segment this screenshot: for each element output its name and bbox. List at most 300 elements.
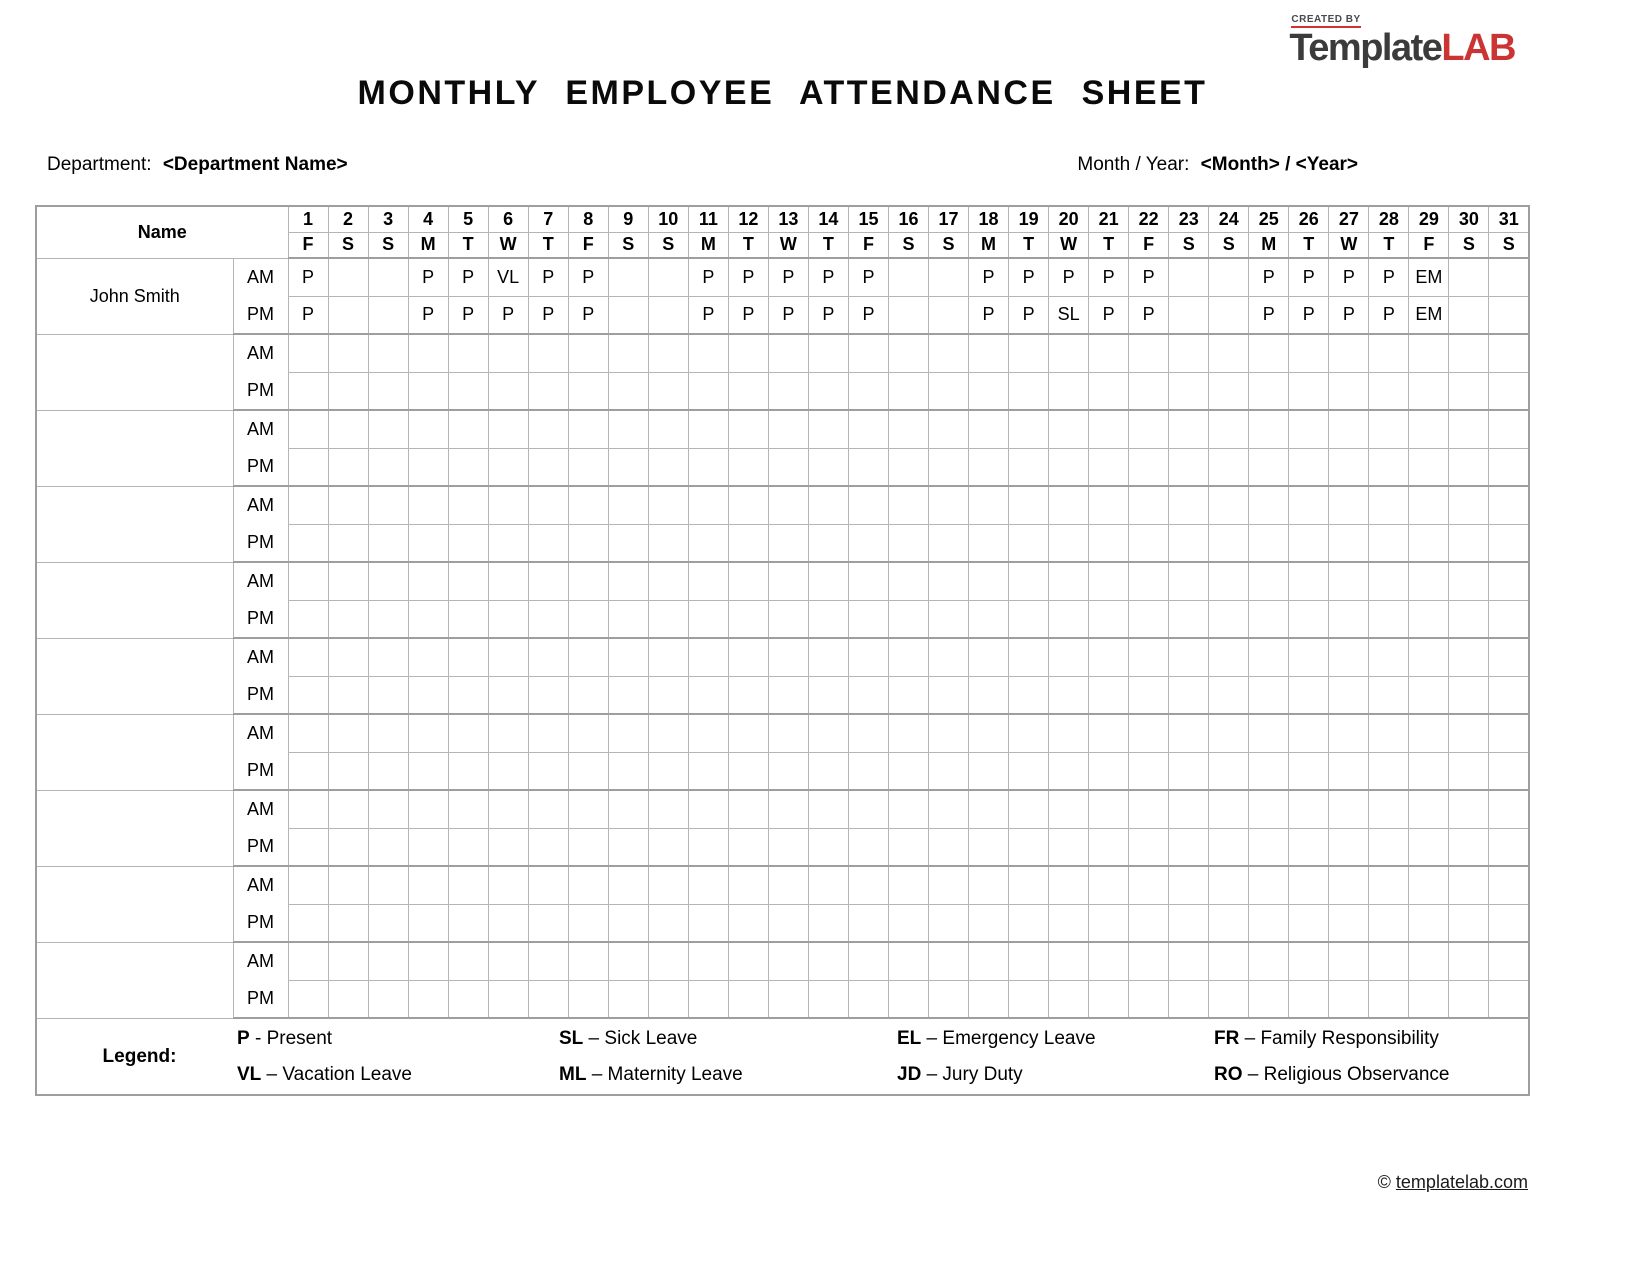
- attendance-cell-pm-day-20: [1049, 980, 1089, 1018]
- attendance-cell-am-day-10: [648, 334, 688, 372]
- attendance-cell-am-day-25: [1249, 638, 1289, 676]
- day-number-header-18: 18: [969, 206, 1009, 232]
- attendance-cell-pm-day-29: [1409, 980, 1449, 1018]
- attendance-cell-am-day-5: [448, 638, 488, 676]
- attendance-cell-pm-day-29: [1409, 752, 1449, 790]
- attendance-cell-pm-day-20: [1049, 904, 1089, 942]
- attendance-cell-am-day-8: [568, 410, 608, 448]
- attendance-cell-pm-day-22: [1129, 904, 1169, 942]
- attendance-cell-pm-day-28: [1369, 752, 1409, 790]
- attendance-cell-pm-day-25: [1249, 448, 1289, 486]
- attendance-cell-am-day-21: [1089, 410, 1129, 448]
- attendance-cell-pm-day-11: [688, 676, 728, 714]
- attendance-cell-pm-day-18: P: [969, 296, 1009, 334]
- attendance-cell-pm-day-15: [848, 372, 888, 410]
- attendance-cell-pm-day-8: P: [568, 296, 608, 334]
- attendance-cell-pm-day-26: [1289, 448, 1329, 486]
- attendance-cell-am-day-22: [1129, 714, 1169, 752]
- attendance-cell-am-day-2: [328, 334, 368, 372]
- attendance-cell-am-day-7: [528, 410, 568, 448]
- attendance-cell-pm-day-22: [1129, 448, 1169, 486]
- attendance-cell-am-day-30: [1449, 334, 1489, 372]
- attendance-cell-pm-day-7: [528, 980, 568, 1018]
- attendance-cell-am-day-13: [768, 714, 808, 752]
- attendance-cell-am-day-30: [1449, 410, 1489, 448]
- attendance-cell-am-day-31: [1489, 866, 1529, 904]
- attendance-cell-am-day-7: P: [528, 258, 568, 296]
- attendance-cell-am-day-15: [848, 942, 888, 980]
- attendance-cell-am-day-16: [888, 942, 928, 980]
- attendance-cell-am-day-22: [1129, 866, 1169, 904]
- attendance-cell-am-day-30: [1449, 638, 1489, 676]
- employee-6-pm-row: [36, 676, 1529, 714]
- attendance-cell-pm-day-5: [448, 448, 488, 486]
- day-number-header-17: 17: [929, 206, 969, 232]
- attendance-cell-pm-day-19: [1009, 524, 1049, 562]
- day-letter-header-18: M: [969, 232, 1009, 258]
- attendance-cell-pm-day-5: [448, 980, 488, 1018]
- attendance-cell-am-day-24: [1209, 562, 1249, 600]
- attendance-cell-pm-day-27: [1329, 980, 1369, 1018]
- attendance-cell-pm-day-27: P: [1329, 296, 1369, 334]
- day-letter-header-1: F: [288, 232, 328, 258]
- attendance-cell-am-day-18: [969, 486, 1009, 524]
- attendance-cell-pm-day-20: [1049, 448, 1089, 486]
- attendance-cell-am-day-21: [1089, 866, 1129, 904]
- attendance-cell-pm-day-24: [1209, 752, 1249, 790]
- attendance-cell-am-day-26: [1289, 562, 1329, 600]
- attendance-cell-am-day-15: [848, 562, 888, 600]
- day-number-header-30: 30: [1449, 206, 1489, 232]
- attendance-cell-am-day-18: [969, 410, 1009, 448]
- day-letter-header-31: S: [1489, 232, 1529, 258]
- attendance-cell-pm-day-19: [1009, 448, 1049, 486]
- attendance-cell-am-day-20: [1049, 714, 1089, 752]
- attendance-cell-am-day-19: [1009, 790, 1049, 828]
- attendance-cell-pm-day-13: [768, 676, 808, 714]
- attendance-cell-am-day-28: [1369, 562, 1409, 600]
- attendance-cell-am-day-24: [1209, 638, 1249, 676]
- attendance-cell-am-day-8: [568, 790, 608, 828]
- attendance-cell-pm-day-19: [1009, 372, 1049, 410]
- attendance-cell-pm-day-6: [488, 524, 528, 562]
- attendance-cell-pm-day-25: P: [1249, 296, 1289, 334]
- attendance-cell-am-day-19: [1009, 638, 1049, 676]
- attendance-cell-pm-day-28: [1369, 828, 1409, 866]
- attendance-cell-am-day-11: [688, 790, 728, 828]
- page-title: MONTHLY EMPLOYEE ATTENDANCE SHEET: [357, 74, 1208, 112]
- attendance-cell-pm-day-29: [1409, 904, 1449, 942]
- attendance-cell-am-day-22: [1129, 638, 1169, 676]
- attendance-cell-am-day-12: P: [728, 258, 768, 296]
- attendance-cell-am-day-8: [568, 638, 608, 676]
- attendance-cell-am-day-15: [848, 790, 888, 828]
- attendance-cell-pm-day-28: [1369, 676, 1409, 714]
- attendance-cell-am-day-9: [608, 334, 648, 372]
- attendance-cell-pm-day-1: [288, 448, 328, 486]
- attendance-cell-am-day-30: [1449, 790, 1489, 828]
- attendance-cell-am-day-18: [969, 790, 1009, 828]
- attendance-cell-pm-day-22: [1129, 600, 1169, 638]
- attendance-cell-am-day-11: [688, 334, 728, 372]
- attendance-cell-am-day-24: [1209, 410, 1249, 448]
- day-letter-header-23: S: [1169, 232, 1209, 258]
- templatelab-logo: [1289, 10, 1515, 67]
- attendance-cell-am-day-9: [608, 410, 648, 448]
- attendance-cell-pm-day-26: [1289, 372, 1329, 410]
- legend-entry-vl: VL – Vacation Leave: [237, 1064, 412, 1085]
- attendance-cell-am-day-14: [808, 866, 848, 904]
- attendance-cell-pm-day-3: [368, 372, 408, 410]
- attendance-cell-am-day-1: [288, 562, 328, 600]
- attendance-cell-pm-day-18: [969, 828, 1009, 866]
- attendance-cell-am-day-8: P: [568, 258, 608, 296]
- attendance-cell-am-day-4: [408, 334, 448, 372]
- attendance-cell-am-day-19: [1009, 714, 1049, 752]
- attendance-cell-pm-day-22: [1129, 752, 1169, 790]
- attendance-cell-pm-day-6: [488, 448, 528, 486]
- employee-1-am-row: [36, 258, 1529, 296]
- attendance-cell-am-day-17: [929, 638, 969, 676]
- attendance-cell-am-day-11: [688, 410, 728, 448]
- attendance-cell-pm-day-4: [408, 828, 448, 866]
- attendance-cell-pm-day-11: [688, 600, 728, 638]
- attendance-cell-pm-day-29: [1409, 448, 1449, 486]
- attendance-cell-pm-day-10: [648, 372, 688, 410]
- attendance-cell-pm-day-25: [1249, 676, 1289, 714]
- attendance-cell-pm-day-24: [1209, 980, 1249, 1018]
- attendance-cell-pm-day-11: [688, 372, 728, 410]
- attendance-cell-pm-day-27: [1329, 448, 1369, 486]
- attendance-cell-pm-day-14: [808, 600, 848, 638]
- brand-template-text: Template: [1289, 27, 1442, 69]
- attendance-cell-am-day-7: [528, 866, 568, 904]
- legend-code-ro: RO: [1214, 1064, 1243, 1085]
- attendance-cell-pm-day-4: [408, 524, 448, 562]
- attendance-cell-am-day-31: [1489, 790, 1529, 828]
- templatelab-link[interactable]: templatelab.com: [1395, 1172, 1528, 1192]
- attendance-cell-am-day-3: [368, 410, 408, 448]
- attendance-cell-am-day-7: [528, 714, 568, 752]
- attendance-cell-am-day-30: [1449, 258, 1489, 296]
- attendance-cell-pm-day-1: [288, 752, 328, 790]
- attendance-cell-pm-day-16: [888, 904, 928, 942]
- header-day-numbers-row: [36, 206, 1529, 232]
- attendance-cell-pm-day-2: [328, 752, 368, 790]
- day-number-header-22: 22: [1129, 206, 1169, 232]
- day-letter-header-11: M: [688, 232, 728, 258]
- attendance-cell-pm-day-17: [929, 372, 969, 410]
- legend-entry-p: P - Present: [237, 1028, 333, 1049]
- day-number-header-21: 21: [1089, 206, 1129, 232]
- attendance-cell-pm-day-28: [1369, 448, 1409, 486]
- attendance-cell-am-day-30: [1449, 562, 1489, 600]
- attendance-cell-pm-day-10: [648, 448, 688, 486]
- month-year-value: <Month> / <Year>: [1200, 154, 1358, 175]
- employee-10-pm-row: [36, 980, 1529, 1018]
- attendance-cell-am-day-6: [488, 790, 528, 828]
- attendance-cell-pm-day-26: [1289, 752, 1329, 790]
- attendance-cell-am-day-26: [1289, 486, 1329, 524]
- attendance-cell-pm-day-23: [1169, 448, 1209, 486]
- attendance-cell-pm-day-12: [728, 980, 768, 1018]
- attendance-cell-am-day-15: [848, 486, 888, 524]
- attendance-cell-am-day-12: [728, 866, 768, 904]
- employee-name-cell: [36, 790, 233, 866]
- attendance-cell-pm-day-20: [1049, 600, 1089, 638]
- attendance-cell-am-day-1: [288, 714, 328, 752]
- attendance-cell-pm-day-12: [728, 828, 768, 866]
- attendance-cell-pm-day-30: [1449, 828, 1489, 866]
- attendance-cell-am-day-5: [448, 714, 488, 752]
- day-letter-header-26: T: [1289, 232, 1329, 258]
- attendance-cell-am-day-7: [528, 942, 568, 980]
- attendance-cell-am-day-20: [1049, 562, 1089, 600]
- attendance-cell-pm-day-19: [1009, 600, 1049, 638]
- attendance-cell-pm-day-1: [288, 904, 328, 942]
- legend-code-jd: JD: [897, 1064, 922, 1085]
- attendance-cell-am-day-16: [888, 486, 928, 524]
- attendance-cell-am-day-8: [568, 942, 608, 980]
- attendance-cell-am-day-4: [408, 638, 448, 676]
- attendance-cell-pm-day-1: [288, 828, 328, 866]
- attendance-cell-pm-day-2: [328, 524, 368, 562]
- day-number-header-31: 31: [1489, 206, 1529, 232]
- attendance-cell-pm-day-30: [1449, 448, 1489, 486]
- attendance-cell-am-day-12: [728, 486, 768, 524]
- attendance-cell-am-day-14: [808, 562, 848, 600]
- attendance-cell-am-day-31: [1489, 410, 1529, 448]
- attendance-cell-am-day-5: [448, 334, 488, 372]
- day-letter-header-8: F: [568, 232, 608, 258]
- attendance-cell-am-day-25: P: [1249, 258, 1289, 296]
- attendance-cell-pm-day-24: [1209, 600, 1249, 638]
- attendance-cell-am-day-18: [969, 866, 1009, 904]
- employee-2-am-row: [36, 334, 1529, 372]
- day-number-header-13: 13: [768, 206, 808, 232]
- attendance-cell-am-day-1: [288, 790, 328, 828]
- attendance-cell-pm-day-26: [1289, 828, 1329, 866]
- attendance-cell-pm-day-25: [1249, 524, 1289, 562]
- attendance-cell-pm-day-12: [728, 676, 768, 714]
- am-label: AM: [233, 410, 288, 448]
- employee-1-pm-row: [36, 296, 1529, 334]
- attendance-cell-pm-day-31: [1489, 980, 1529, 1018]
- am-label: AM: [233, 866, 288, 904]
- attendance-cell-pm-day-2: [328, 448, 368, 486]
- pm-label: PM: [233, 904, 288, 942]
- attendance-cell-am-day-26: [1289, 714, 1329, 752]
- day-number-header-15: 15: [848, 206, 888, 232]
- attendance-cell-pm-day-10: [648, 676, 688, 714]
- attendance-cell-pm-day-23: [1169, 980, 1209, 1018]
- am-label: AM: [233, 486, 288, 524]
- employee-name-cell: [36, 942, 233, 1018]
- attendance-cell-am-day-10: [648, 562, 688, 600]
- attendance-cell-am-day-24: [1209, 790, 1249, 828]
- attendance-cell-pm-day-5: [448, 676, 488, 714]
- attendance-cell-pm-day-3: [368, 524, 408, 562]
- attendance-cell-am-day-29: [1409, 942, 1449, 980]
- attendance-cell-pm-day-18: [969, 448, 1009, 486]
- attendance-cell-am-day-16: [888, 562, 928, 600]
- attendance-cell-am-day-7: [528, 486, 568, 524]
- am-label: AM: [233, 334, 288, 372]
- day-number-header-5: 5: [448, 206, 488, 232]
- attendance-table: [35, 205, 1530, 1096]
- attendance-cell-pm-day-15: [848, 600, 888, 638]
- attendance-cell-am-day-2: [328, 638, 368, 676]
- attendance-cell-pm-day-12: [728, 448, 768, 486]
- attendance-cell-pm-day-23: [1169, 676, 1209, 714]
- employee-5-pm-row: [36, 600, 1529, 638]
- employee-name-cell: [36, 410, 233, 486]
- attendance-cell-am-day-21: [1089, 486, 1129, 524]
- day-number-header-9: 9: [608, 206, 648, 232]
- attendance-cell-pm-day-8: [568, 448, 608, 486]
- attendance-cell-pm-day-21: [1089, 524, 1129, 562]
- attendance-cell-am-day-9: [608, 486, 648, 524]
- attendance-cell-am-day-24: [1209, 486, 1249, 524]
- attendance-cell-am-day-2: [328, 790, 368, 828]
- attendance-cell-pm-day-10: [648, 828, 688, 866]
- day-number-header-12: 12: [728, 206, 768, 232]
- employee-name-cell: [36, 638, 233, 714]
- attendance-cell-am-day-20: [1049, 486, 1089, 524]
- attendance-cell-am-day-31: [1489, 486, 1529, 524]
- attendance-cell-am-day-28: [1369, 714, 1409, 752]
- attendance-cell-pm-day-3: [368, 296, 408, 334]
- employee-name-cell: John Smith: [36, 258, 233, 334]
- attendance-cell-am-day-22: [1129, 486, 1169, 524]
- attendance-cell-am-day-15: [848, 866, 888, 904]
- attendance-cell-am-day-2: [328, 866, 368, 904]
- attendance-cell-am-day-13: [768, 486, 808, 524]
- legend-cell: [36, 1018, 1529, 1095]
- attendance-cell-am-day-10: [648, 942, 688, 980]
- attendance-cell-pm-day-13: [768, 904, 808, 942]
- attendance-cell-am-day-22: [1129, 790, 1169, 828]
- attendance-cell-pm-day-6: [488, 828, 528, 866]
- am-label: AM: [233, 638, 288, 676]
- attendance-cell-am-day-17: [929, 562, 969, 600]
- day-letter-header-14: T: [808, 232, 848, 258]
- attendance-cell-pm-day-24: [1209, 296, 1249, 334]
- attendance-cell-pm-day-14: [808, 752, 848, 790]
- attendance-cell-pm-day-26: [1289, 980, 1329, 1018]
- month-year-label: Month / Year:: [1077, 154, 1190, 175]
- attendance-cell-pm-day-7: [528, 752, 568, 790]
- attendance-cell-am-day-20: [1049, 866, 1089, 904]
- day-letter-header-13: W: [768, 232, 808, 258]
- attendance-cell-pm-day-16: [888, 752, 928, 790]
- attendance-cell-am-day-28: [1369, 866, 1409, 904]
- attendance-cell-am-day-1: [288, 638, 328, 676]
- attendance-cell-am-day-14: [808, 334, 848, 372]
- employee-4-am-row: [36, 486, 1529, 524]
- attendance-cell-am-day-3: [368, 334, 408, 372]
- attendance-cell-am-day-2: [328, 486, 368, 524]
- attendance-cell-am-day-19: [1009, 942, 1049, 980]
- attendance-cell-pm-day-16: [888, 372, 928, 410]
- attendance-cell-am-day-5: P: [448, 258, 488, 296]
- am-label: AM: [233, 562, 288, 600]
- attendance-cell-am-day-5: [448, 942, 488, 980]
- attendance-cell-pm-day-19: [1009, 904, 1049, 942]
- attendance-cell-am-day-13: [768, 410, 808, 448]
- legend-code-vl: VL: [237, 1064, 262, 1085]
- attendance-cell-am-day-24: [1209, 334, 1249, 372]
- attendance-cell-am-day-6: [488, 942, 528, 980]
- attendance-cell-pm-day-9: [608, 904, 648, 942]
- attendance-cell-am-day-23: [1169, 562, 1209, 600]
- attendance-cell-pm-day-9: [608, 448, 648, 486]
- employee-7-am-row: [36, 714, 1529, 752]
- attendance-cell-pm-day-29: [1409, 524, 1449, 562]
- attendance-cell-pm-day-12: [728, 904, 768, 942]
- attendance-cell-pm-day-11: [688, 448, 728, 486]
- attendance-cell-am-day-4: [408, 410, 448, 448]
- attendance-cell-am-day-20: [1049, 638, 1089, 676]
- attendance-cell-pm-day-5: [448, 752, 488, 790]
- attendance-cell-am-day-16: [888, 714, 928, 752]
- day-number-header-20: 20: [1049, 206, 1089, 232]
- attendance-cell-pm-day-20: [1049, 524, 1089, 562]
- day-number-header-14: 14: [808, 206, 848, 232]
- attendance-cell-pm-day-30: [1449, 372, 1489, 410]
- attendance-cell-am-day-31: [1489, 942, 1529, 980]
- attendance-cell-am-day-30: [1449, 866, 1489, 904]
- attendance-cell-pm-day-21: P: [1089, 296, 1129, 334]
- attendance-cell-am-day-13: [768, 942, 808, 980]
- attendance-cell-am-day-9: [608, 638, 648, 676]
- attendance-cell-pm-day-14: [808, 676, 848, 714]
- attendance-cell-am-day-10: [648, 638, 688, 676]
- attendance-cell-pm-day-19: [1009, 828, 1049, 866]
- attendance-cell-am-day-4: [408, 714, 448, 752]
- attendance-cell-am-day-25: [1249, 714, 1289, 752]
- attendance-cell-pm-day-19: [1009, 676, 1049, 714]
- attendance-cell-am-day-25: [1249, 942, 1289, 980]
- attendance-cell-pm-day-24: [1209, 448, 1249, 486]
- attendance-cell-am-day-16: [888, 866, 928, 904]
- attendance-cell-am-day-11: [688, 714, 728, 752]
- attendance-cell-am-day-27: [1329, 486, 1369, 524]
- day-letter-header-5: T: [448, 232, 488, 258]
- attendance-cell-am-day-22: P: [1129, 258, 1169, 296]
- attendance-cell-pm-day-29: [1409, 600, 1449, 638]
- employee-name-cell: [36, 334, 233, 410]
- attendance-cell-am-day-12: [728, 790, 768, 828]
- attendance-cell-am-day-19: [1009, 486, 1049, 524]
- day-letter-header-7: T: [528, 232, 568, 258]
- attendance-cell-pm-day-11: [688, 980, 728, 1018]
- attendance-cell-am-day-4: [408, 486, 448, 524]
- employee-9-am-row: [36, 866, 1529, 904]
- day-number-header-1: 1: [288, 206, 328, 232]
- attendance-cell-pm-day-5: P: [448, 296, 488, 334]
- attendance-cell-pm-day-5: [448, 372, 488, 410]
- attendance-cell-am-day-16: [888, 410, 928, 448]
- attendance-cell-am-day-6: VL: [488, 258, 528, 296]
- attendance-cell-pm-day-31: [1489, 676, 1529, 714]
- attendance-cell-am-day-24: [1209, 258, 1249, 296]
- attendance-cell-pm-day-11: P: [688, 296, 728, 334]
- attendance-cell-am-day-14: [808, 638, 848, 676]
- attendance-cell-am-day-5: [448, 562, 488, 600]
- attendance-cell-am-day-14: [808, 410, 848, 448]
- day-letter-header-12: T: [728, 232, 768, 258]
